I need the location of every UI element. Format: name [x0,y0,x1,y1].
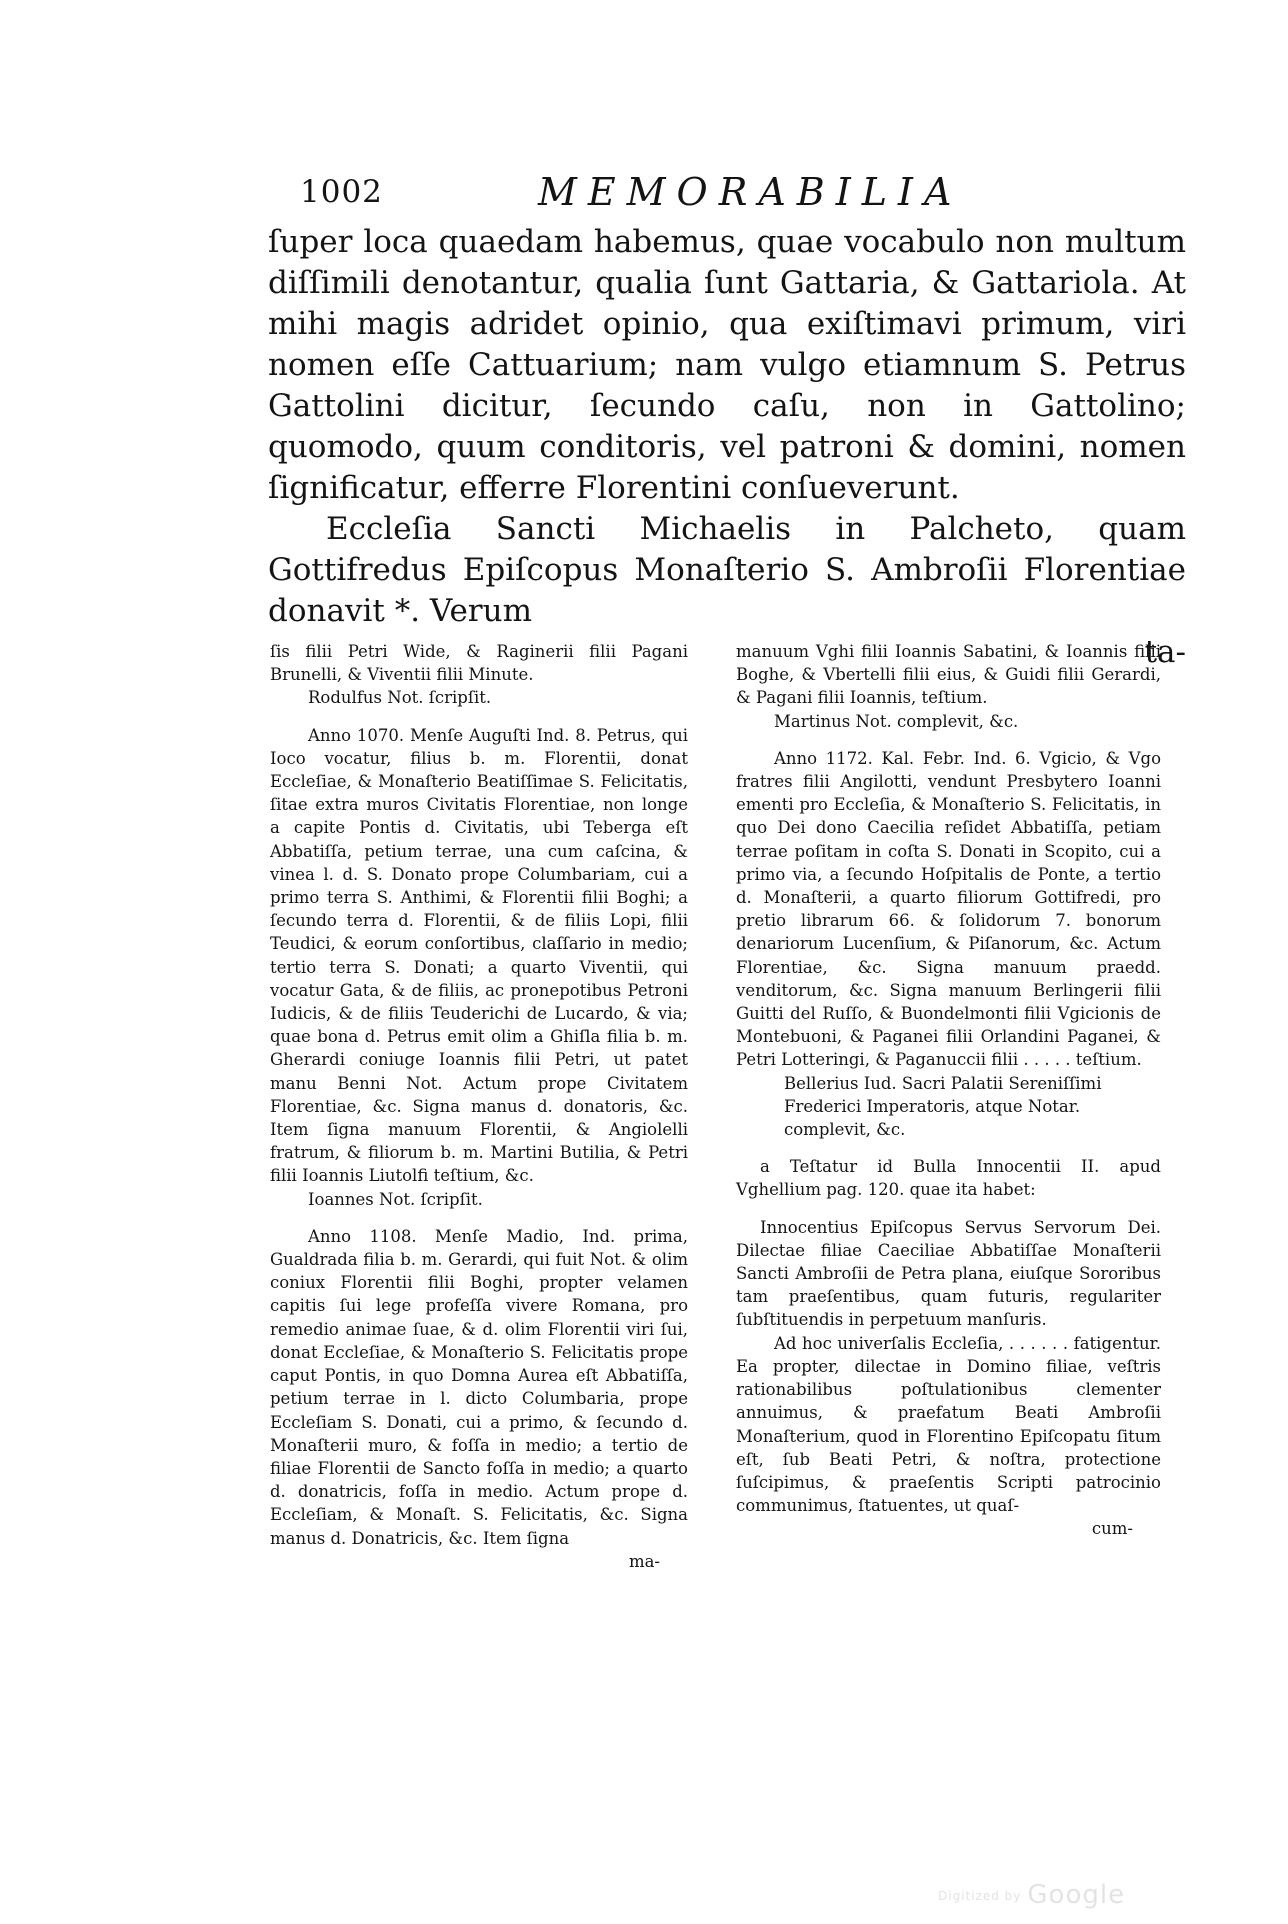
watermark-prefix: Digitized by [938,1888,1022,1903]
quoted-bull: Innocentius Epiſcopus Servus Servorum Dei. Dilectae filiae Caeciliae Abbatiſſae Monaſterii Sancti Ambroſii de Petra plana, eiuſque Sororibus tam praeſentibus, quam futuris, regulariter ſubſtituendis in perpetuum manſuris. [736,1217,1161,1330]
notary-signature: Rodulfus Not. ſcripſit. [308,688,492,708]
footnote-column-right [736,640,1161,1541]
main-paragraph: ſuper loca quaedam habemus, quae vocabulo non multum diſſimili denotantur, qualia ſunt Gattaria, & Gattariola. At mihi magis adridet opinio, qua exiſtimavi primum, viri nomen eſſe Cattuarium; nam vulgo etiamnum S. Petrus Gattolini dicitur, ſecundo caſu, non in Gattolino; quomodo, quum conditoris, vel patroni & domini, nomen ſignificatur, efferre Florentini conſueverunt. [268,224,1186,506]
notary-signature: Ioannes Not. ſcripſit. [308,1189,483,1209]
page-number: 1002 [300,174,383,210]
notary-signature: Martinus Not. complevit, &c. [774,711,1019,731]
running-title: MEMORABILIA [538,170,963,214]
main-paragraph: Eccleſia Sancti Michaelis in Palcheto, quam Gottifredus Epiſcopus Monaſterio S. Ambroſii Florentiae donavit *. Verum [268,511,1186,629]
page-header [300,170,963,224]
footnote-paragraph: Anno 1108. Menſe Madio, Ind. prima, Gualdrada filia b. m. Gerardi, qui fuit Not. & olim coniux Florentii filii Boghi, propter velamen capitis ſui lege profeſſa vivere Romana, pro remedio animae ſuae, & d. olim Florentii viri ſui, donat Eccleſiae, & Monaſterio S. Felicitatis prope caput Pontis, in quo Domna Aurea eſt Abbatiſſa, petium terrae in l. dicto Columbaria, prope Eccleſiam S. Donati, cui a primo, & ſecundo d. Monaſterii muro, & foſſa in medio; a tertio de filiae Florentii de Sancto foſſa in medio; a quarto d. donatricis, foſſa in medio. Actum prope d. Eccleſiam, & Monaſt. S. Felicitatis, &c. Signa manus d. Donatricis, &c. Item ſigna [270,1226,688,1548]
quoted-bull: Ad hoc univerſalis Eccleſia, . . . . . . fatigentur. Ea propter, dilectae in Domino filiae, veſtris rationabilibus poſtulationibus clementer annuimus, & praefatum Beati Ambroſii Monaſterium, quod in Florentino Epiſcopatu ſitum eſt, ſub Beati Petri, & noſtra, protectione ſuſcipimus, & praeſentis Scripti patrocinio communimus, ſtatuentes, ut quaſ- [736,1333,1161,1516]
watermark-brand: Google [1027,1880,1126,1910]
catchword: ta- [1144,634,1186,670]
footnote-paragraph: ſis filii Petri Wide, & Raginerii filii Pagani Brunelli, & Viventii filii Minute. [270,642,688,685]
footnote-note: a Teſtatur id Bulla Innocentii II. apud Vghellium pag. 120. quae ita habet: [736,1157,1161,1200]
footnote-column-left [270,640,688,1573]
footnote-paragraph: Anno 1070. Menſe Auguſti Ind. 8. Petrus, qui Ioco vocatur, filius b. m. Florentii, donat Eccleſiae, & Monaſterio Beatiſſimae S. Felicitatis, ſitae extra muros Civitatis Florentiae, non longe a capite Pontis d. Civitatis, ubi Teberga eſt Abbatiſſa, petium terrae, una cum caſcina, & vinea l. d. S. Donato prope Columbariam, cui a primo terra S. Anthimi, & Florentii filii Boghi; a ſecundo terra d. Florentii, & de filiis Lopi, filii Teudici, & eorum conſortibus, claſſario in medio; tertio terra S. Donati; a quarto Viventii, qui vocatur Gata, & de filiis, ac pronepotibus Petroni Iudicis, & de filiis Teuderichi de Lucardo, & via; quae bona d. Petrus emit olim a Ghiſla filia b. m. Gherardi coniuge Ioannis filii Petri, ut patet manu Benni Not. Actum prope Civitatem Florentiae, &c. Signa manus d. donatoris, &c. Item ſigna manuum Florentii, & Angiolelli fratrum, & filiorum b. m. Martini Butilia, & Petri filii Ioannis Liutolfi teſtium, &c. [270,725,688,1186]
notary-signature: Bellerius Iud. Sacri Palatii Sereniſſimi Frederici Imperatoris, atque Notar. complevit, &c. [784,1073,1102,1140]
digitization-watermark [938,1880,1125,1910]
footnote-paragraph: manuum Vghi filii Ioannis Sabatini, & Ioannis filii Boghe, & Vbertelli filii eius, & Guidi filii Gerardi, & Pagani filii Ioannis, teſtium. [736,642,1161,708]
catchword: ma- [628,1551,660,1571]
catchword: cum- [1091,1519,1133,1539]
footnote-paragraph: Anno 1172. Kal. Febr. Ind. 6. Vgicio, & Vgo fratres filii Angilotti, vendunt Presbytero Ioanni ementi pro Eccleſia, & Monaſterio S. Felicitatis, in quo Dei dono Caecilia reſidet Abbatiſſa, petiam terrae poſitam in coſta S. Donati in Scopito, cui a primo via, a ſecundo Hoſpitalis de Ponte, a tertio d. Monaſterii, a quarto filiorum Gottifredi, pro pretio librarum 66. & ſolidorum 7. bonorum denariorum Lucenſium, & Piſanorum, &c. Actum Florentiae, &c. Signa manuum praedd. venditorum, &c. Signa manuum Berlingerii filii Guitti del Ruſſo, & Buondelmonti filii Vgicionis de Montebuoni, & Paganei filii Orlandini Paganei, & Petri Lotteringi, & Paganuccii filii . . . . . teſtium. [736,748,1161,1070]
main-text-block [268,222,1186,673]
